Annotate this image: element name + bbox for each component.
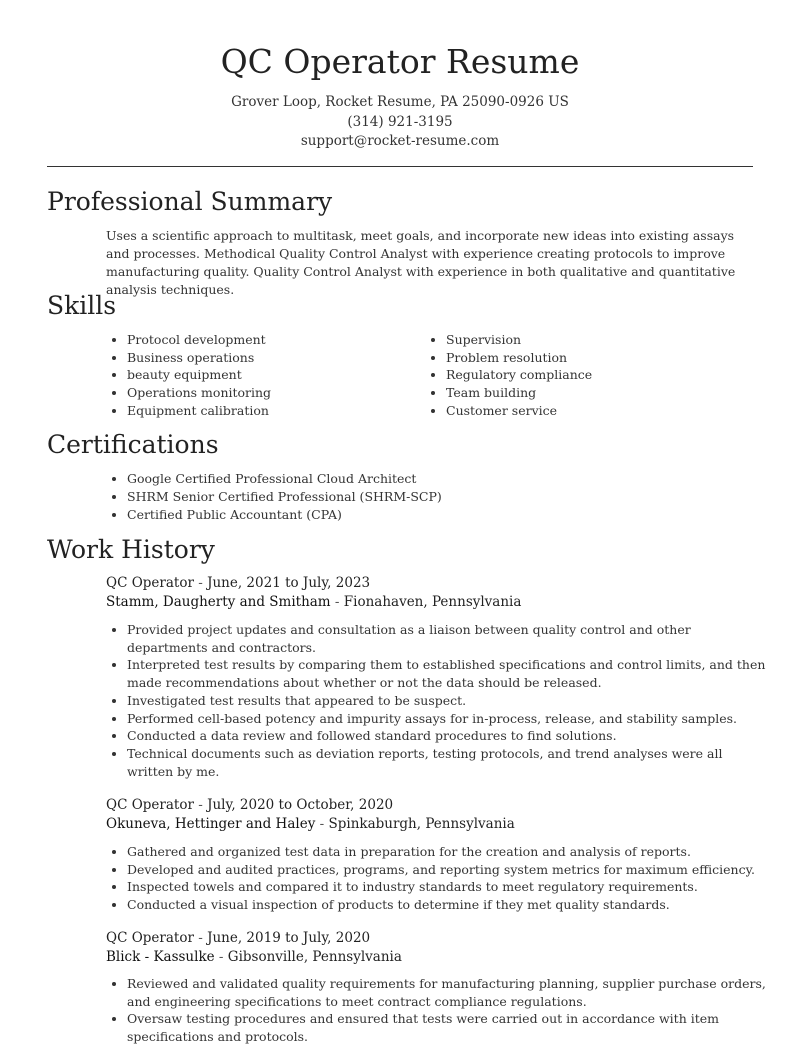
skills-heading: Skills (47, 291, 117, 320)
skill-item: • beauty equipment (127, 366, 427, 384)
job-bullet: • Provided project updates and consultation as a liaison between quality control and other departments and contractors. (127, 621, 771, 656)
skill-item: • Supervision (446, 331, 746, 349)
job-dates: June, 2021 to July, 2023 (207, 575, 371, 591)
skill-item: • Problem resolution (446, 349, 746, 367)
contact-block (0, 93, 800, 152)
job-bullet: • Developed and audited practices, programs, and reporting system metrics for maximum efficiency. (127, 861, 771, 879)
job-title: QC Operator (106, 930, 194, 946)
certifications-heading: Certifications (47, 430, 219, 459)
contact-phone: (314) 921-3195 (347, 113, 453, 130)
certifications-list (106, 470, 767, 525)
certification-item: • Google Certified Professional Cloud Architect (127, 470, 767, 488)
job-dates: July, 2020 to October, 2020 (207, 797, 394, 813)
job-bullets (106, 621, 771, 780)
job-employer-line: Stamm, Daugherty and Smitham - Fionahaven, Pennsylvania (106, 594, 522, 610)
certification-item: • Certified Public Accountant (CPA) (127, 506, 767, 524)
resume-title: QC Operator Resume (220, 42, 580, 81)
skill-item: • Regulatory compliance (446, 366, 746, 384)
job-bullet: • Reviewed and validated quality requirements for manufacturing planning, supplier purchase orders, and engineering specifications to meet contract compliance regulations. (127, 975, 771, 1010)
job-location: Fionahaven, Pennsylvania (343, 594, 522, 610)
job-bullets (106, 975, 771, 1046)
job-bullets (106, 843, 771, 914)
skill-item: • Equipment calibration (127, 402, 427, 420)
job-bullet: • Technical documents such as deviation reports, testing protocols, and trend analyses were all written by me. (127, 745, 771, 780)
job-bullet: • Oversaw testing procedures and ensured that tests were carried out in accordance with item specifications and protocols. (127, 1010, 771, 1045)
job-dates: June, 2019 to July, 2020 (207, 930, 371, 946)
job-employer-line: Okuneva, Hettinger and Haley - Spinkaburgh, Pennsylvania (106, 816, 515, 832)
skills-list-left (106, 331, 427, 420)
job-bullet: • Investigated test results that appeared to be suspect. (127, 692, 771, 710)
job-title: QC Operator (106, 797, 194, 813)
job-employer: Blick - Kassulke (106, 949, 215, 965)
header-divider (47, 166, 753, 167)
certification-item: • SHRM Senior Certified Professional (SHRM-SCP) (127, 488, 767, 506)
job-title-line: QC Operator - July, 2020 to October, 2020 (106, 797, 394, 813)
job-location: Spinkaburgh, Pennsylvania (328, 816, 515, 832)
summary-text: Uses a scientific approach to multitask, meet goals, and incorporate new ideas into existing assays and processes. Methodical Quality Control Analyst with experience creating protocols to improve manufacturing quality. Quality Control Analyst with experience in both qualitative and quantitative analysis techniques. (106, 228, 736, 297)
job-title: QC Operator (106, 575, 194, 591)
job-employer: Okuneva, Hettinger and Haley (106, 816, 316, 832)
job-employer-line: Blick - Kassulke - Gibsonville, Pennsylvania (106, 949, 402, 965)
job-employer: Stamm, Daugherty and Smitham (106, 594, 331, 610)
job-bullet: • Conducted a visual inspection of products to determine if they met quality standards. (127, 896, 771, 914)
skill-item: • Team building (446, 384, 746, 402)
job-title-line: QC Operator - June, 2019 to July, 2020 (106, 930, 371, 946)
job-location: Gibsonville, Pennsylvania (227, 949, 402, 965)
job-bullet: • Conducted a data review and followed standard procedures to find solutions. (127, 727, 771, 745)
job-title-line: QC Operator - June, 2021 to July, 2023 (106, 575, 371, 591)
summary-heading: Professional Summary (47, 187, 333, 216)
contact-email: support@rocket-resume.com (300, 133, 500, 149)
job-bullet: • Performed cell-based potency and impurity assays for in-process, release, and stability samples. (127, 710, 771, 728)
skill-item: • Business operations (127, 349, 427, 367)
job-bullet: • Interpreted test results by comparing them to established specifications and control limits, and then made recommendations about whether or not the data should be released. (127, 656, 771, 691)
skill-item: • Operations monitoring (127, 384, 427, 402)
work-history-heading: Work History (47, 535, 215, 564)
job-bullet: • Gathered and organized test data in preparation for the creation and analysis of reports. (127, 843, 771, 861)
skill-item: • Protocol development (127, 331, 427, 349)
contact-address: Grover Loop, Rocket Resume, PA 25090-0926 US (231, 94, 569, 110)
skill-item: • Customer service (446, 402, 746, 420)
skills-list-right (425, 331, 746, 420)
job-bullet: • Inspected towels and compared it to industry standards to meet regulatory requirements. (127, 878, 771, 896)
